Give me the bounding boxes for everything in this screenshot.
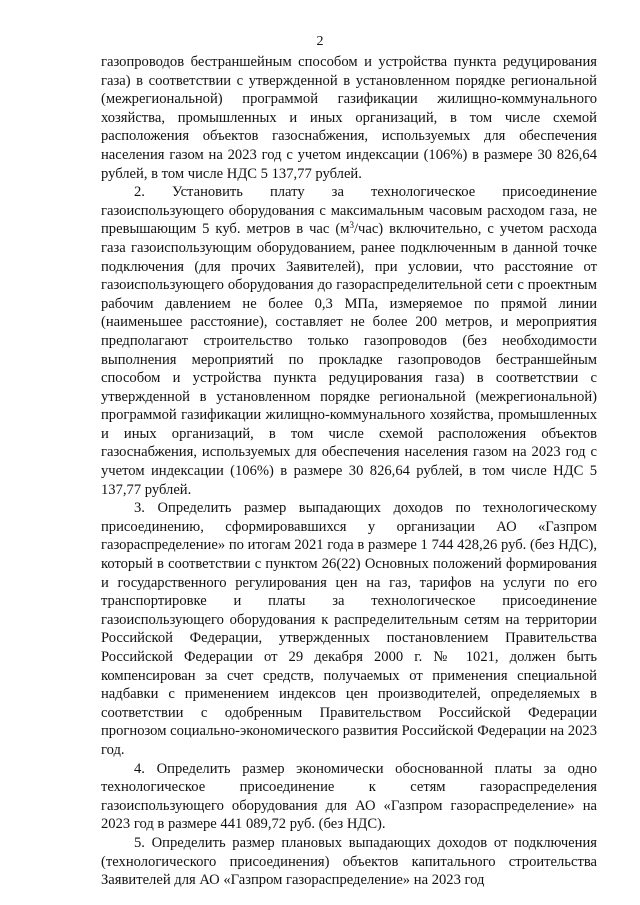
superscript-3: 3 bbox=[349, 220, 354, 231]
paragraph-2 bbox=[101, 183, 597, 499]
paragraph-continuation: газопроводов бестраншейным способом и устройства пункта редуцирования газа) в соответствии с утвержденной в установленном порядке региональной (межрегиональной) программой газификации жилищно-коммунального хозяйства, промышленных и иных организаций, в том числе схемой расположения объектов газоснабжения, используемых для обеспечения населения газом на 2023 год с учетом индексации (106%) в размере 30 826,64 рублей, в том числе НДС 5 137,77 рублей. bbox=[101, 54, 597, 182]
paragraph-2-text-end: /час) включительно, с учетом расхода газа газоиспользующим оборудованием, ранее подключенным в данной точке подключения (для прочих Заявителей), при условии, что расстояние от газоиспользующего оборудования до газораспределительной сети с проектным рабочим давлением не более 0,3 МПа, измеряемое по прямой линии (наименьшее расстояние), составляет не более 200 метров, и мероприятия предполагают строительство только газопроводов (без необходимости выполнения мероприятий по прокладке газопроводов бестраншейным способом и устройства пункта редуцирования газа) в соответствии с утвержденной в установленном порядке региональной (межрегиональной) программой газификации жилищно-коммунального хозяйства, промышленных и иных организаций, в том числе схемой расположения объектов газоснабжения, используемых для обеспечения населения газом на 2023 год с учетом индексации (106%) в размере 30 826,64 рублей, в том числе НДС 5 137,77 рублей. bbox=[101, 221, 597, 498]
paragraph-5: 5. Определить размер плановых выпадающих доходов от подключения (технологического присоединения) объектов капитального строительства Заявителей для АО «Газпром газораспределение» на 2023 год bbox=[101, 834, 597, 889]
paragraph-3: 3. Определить размер выпадающих доходов по технологическому присоединению, сформировавшихся у организации АО «Газпром газораспределение» по итогам 2021 года в размере 1 744 428,26 руб. (без НДС), который в соответствии с пунктом 26(22) Основных положений формирования и государственного регулирования цен на газ, тарифов на услуги по его транспортировке и платы за технологическое присоединение газоиспользующего оборудования к распределительным сетям на территории Российской Федерации, утвержденных постановлением Правительства Российской Федерации от 29 декабря 2000 г. № 1021, должен быть компенсирован за счет средств, получаемых от применения специальной надбавки с применением индексов цен производителей, определяемых в соответствии с одобренным Правительством Российской Федерации прогнозом социально-экономического развития Российской Федерации на 2023 год. bbox=[101, 500, 597, 758]
document-body bbox=[101, 53, 597, 890]
paragraph-4: 4. Определить размер экономически обоснованной платы за одно технологическое присоединение к сетям газораспределения газоиспользующего оборудования для АО «Газпром газораспределение» на 2023 год в размере 441 089,72 руб. (без НДС). bbox=[101, 760, 597, 833]
page-number: 2 bbox=[316, 34, 324, 49]
paragraph-2-text-start: 2. Установить плату за технологическое присоединение газоиспользующего оборудования с максимальным часовым расходом газа, не превышающим 5 куб. метров в час (м bbox=[101, 184, 597, 238]
